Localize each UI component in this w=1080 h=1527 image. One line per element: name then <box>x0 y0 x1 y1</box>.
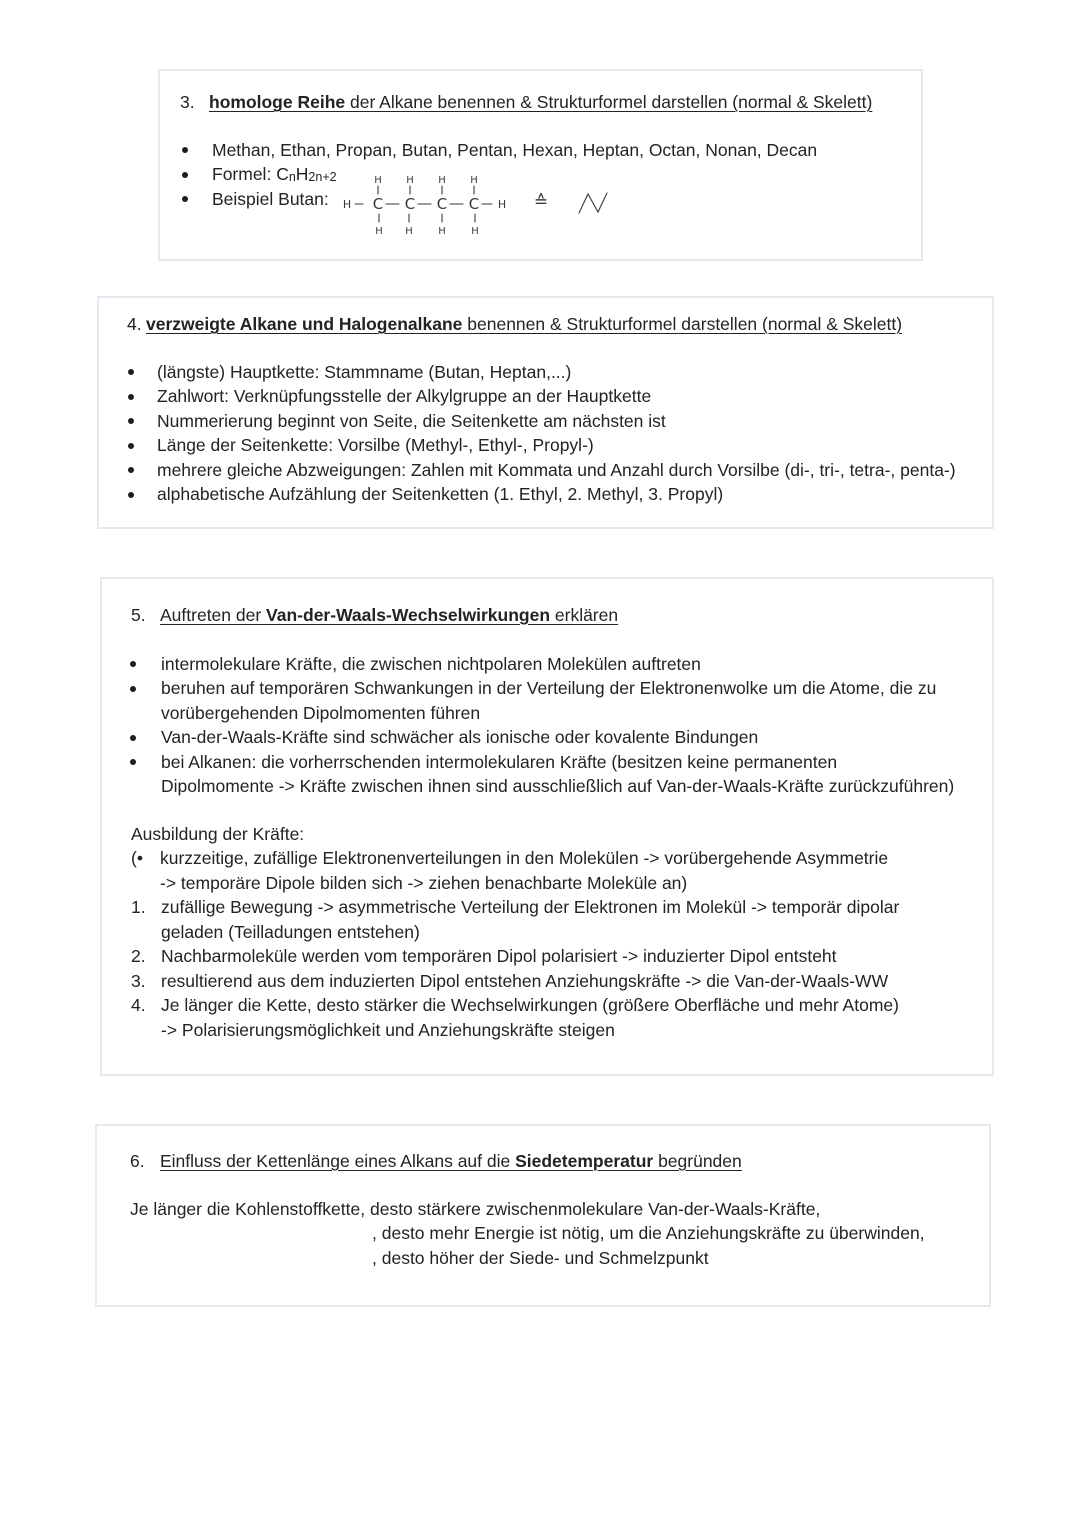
list-item <box>127 384 992 409</box>
list-item <box>127 482 992 507</box>
hydrogen-atom: H <box>406 175 414 186</box>
hydrogen-atom: H <box>405 226 413 237</box>
list-item-text: (längste) Hauptkette: Stammname (Butan, Heptan,...) <box>157 361 572 382</box>
butan-structural-formula <box>335 165 620 240</box>
section-3-title <box>180 90 921 115</box>
formation-aside <box>131 846 992 895</box>
section-6-body <box>130 1197 989 1271</box>
section-title-underlined <box>160 1151 742 1171</box>
formula-carbon-index: n <box>288 170 296 184</box>
section-title-underlined <box>146 314 902 334</box>
list-item-text: Länge der Seitenkette: Vorsilbe (Methyl-, Ethyl-, Propyl-) <box>157 435 594 455</box>
section-title-underlined <box>209 92 872 112</box>
section-number: 3. <box>180 92 195 112</box>
list-item <box>131 725 992 750</box>
bullet-dot <box>130 759 136 765</box>
section-title-underlined <box>160 605 618 625</box>
hydrogen-atom: H <box>438 175 446 186</box>
section-6-card <box>95 1124 991 1307</box>
numbered-item <box>131 993 992 1042</box>
list-item <box>127 360 992 385</box>
section-number: 5. <box>131 604 146 625</box>
section-title-text: benennen & Strukturformel darstellen (normal & Skelett) <box>462 314 903 334</box>
section-4-title <box>127 312 992 337</box>
section-title-text: der Alkane benennen & Strukturformel darstellen (normal & Skelett) <box>345 92 873 112</box>
item-text: Nachbarmoleküle werden vom temporären Dipol polarisiert -> induzierter Dipol entsteht <box>161 946 837 966</box>
example-label: Beispiel Butan: <box>212 188 329 209</box>
body-line: , desto höher der Siede- und Schmelzpunkt <box>372 1247 709 1268</box>
list-item-text: Zahlwort: Verknüpfungsstelle der Alkylgruppe an der Hauptkette <box>157 386 652 406</box>
hydrogen-atom: H <box>375 226 383 237</box>
bullet-dot <box>128 394 134 400</box>
section-5-card <box>100 577 994 1076</box>
item-number: 2. <box>131 946 146 966</box>
numbered-item <box>131 895 992 944</box>
section-title-text: begründen <box>653 1150 742 1171</box>
section-title-text: Einfluss der Kettenlänge eines Alkans auf die <box>160 1150 516 1171</box>
list-item <box>127 409 992 434</box>
list-item-text: bei Alkanen: die vorherrschenden intermolekularen Kräfte (besitzen keine permanenten <box>161 751 838 772</box>
aside-text: -> temporäre Dipole bilden sich -> ziehen benachbarte Moleküle an) <box>160 872 688 893</box>
list-item <box>131 750 992 799</box>
item-number: 3. <box>131 970 146 991</box>
section-title-bold: homologe Reihe <box>209 92 346 112</box>
hydrogen-atom: H <box>471 226 479 237</box>
bullet-list <box>131 652 992 799</box>
aside-prefix: (• <box>131 848 143 868</box>
bullet-dot <box>182 172 188 178</box>
list-item-text: Van-der-Waals-Kräfte sind schwächer als ionische oder kovalente Bindungen <box>161 727 759 747</box>
body-line: , desto mehr Energie ist nötig, um die Anziehungskräfte zu überwinden, <box>372 1223 925 1244</box>
item-text: zufällige Bewegung -> asymmetrische Verteilung der Elektronen im Molekül -> temporär dipolar <box>161 897 900 917</box>
numbered-item <box>131 969 992 994</box>
list-item-text: Dipolmomente -> Kräfte zwischen ihnen sind ausschließlich auf Van-der-Waals-Kräfte zurückzuführen) <box>161 776 955 796</box>
aside-text: kurzzeitige, zufällige Elektronenverteilungen in den Molekülen -> vorübergehende Asymmetrie <box>160 848 889 868</box>
list-item <box>131 652 992 677</box>
carbon-atom: C <box>468 195 480 213</box>
bullet-dot <box>128 369 134 375</box>
list-item-text: vorübergehenden Dipolmomenten führen <box>161 702 481 723</box>
list-item-text: Nummerierung beginnt von Seite, die Seitenkette am nächsten ist <box>157 410 666 431</box>
bullet-dot <box>130 686 136 692</box>
section-title-bold: Van-der-Waals-Wechselwirkungen <box>266 604 551 625</box>
section-number: 6. <box>130 1150 145 1171</box>
body-line: Je länger die Kohlenstoffkette, desto stärkere zwischenmolekulare Van-der-Waals-Kräfte, <box>130 1198 821 1219</box>
bullet-dot <box>130 661 136 667</box>
hydrogen-atom: H <box>470 175 478 186</box>
formula-carbon: C <box>276 164 289 184</box>
formula-hydrogen: H <box>295 164 309 184</box>
section-title-bold: verzweigte Alkane und Halogenalkane <box>146 314 463 334</box>
bullet-list <box>127 360 992 507</box>
hydrogen-atom: H <box>342 198 352 211</box>
alkane-names: Methan, Ethan, Propan, Butan, Pentan, Hexan, Heptan, Octan, Nonan, Decan <box>212 139 818 160</box>
list-item <box>127 433 992 458</box>
list-item-text: mehrere gleiche Abzweigungen: Zahlen mit Kommata und Anzahl durch Vorsilbe (di-, tri-, tetra-, penta-) <box>157 459 956 480</box>
section-title-text: Auftreten der <box>160 604 267 625</box>
section-title-text: erklären <box>550 604 619 625</box>
list-item <box>127 458 992 483</box>
item-text: resultierend aus dem induzierten Dipol entstehen Anziehungskräfte -> die Van-der-Waals-WW <box>161 970 889 991</box>
section-4-card <box>97 296 994 529</box>
carbon-atom: C <box>404 195 416 213</box>
numbered-item <box>131 944 992 969</box>
list-item-text: beruhen auf temporären Schwankungen in der Verteilung der Elektronenwolke um die Atome, die zu <box>161 678 937 698</box>
carbon-atom: C <box>436 195 448 213</box>
hydrogen-atom: H <box>438 226 446 237</box>
section-6-title <box>130 1149 989 1174</box>
item-text: geladen (Teilladungen entstehen) <box>161 921 420 942</box>
item-number: 1. <box>131 897 146 917</box>
formation-heading: Ausbildung der Kräfte: <box>131 823 305 844</box>
equivalent-sign: ≙ <box>533 192 549 212</box>
bullet-dot <box>128 467 134 473</box>
section-3-card <box>158 69 923 261</box>
item-text: -> Polarisierungsmöglichkeit und Anziehungskräfte steigen <box>161 1019 615 1040</box>
item-number: 4. <box>131 995 146 1015</box>
formula-hydrogen-index: 2n+2 <box>308 170 337 184</box>
skeletal-formula-zigzag <box>579 193 607 213</box>
bullet-dot <box>182 147 188 153</box>
bullet-dot <box>128 492 134 498</box>
section-number: 4. <box>127 314 142 334</box>
list-item-text: alphabetische Aufzählung der Seitenketten (1. Ethyl, 2. Methyl, 3. Propyl) <box>157 484 724 504</box>
list-item-text: intermolekulare Kräfte, die zwischen nichtpolaren Molekülen auftreten <box>161 653 701 674</box>
numbered-list <box>131 895 992 1042</box>
list-item <box>131 676 992 725</box>
section-title-bold: Siedetemperatur <box>515 1150 654 1171</box>
hydrogen-atom: H <box>374 175 382 186</box>
section-5-title <box>131 603 992 628</box>
item-text: Je länger die Kette, desto stärker die Wechselwirkungen (größere Oberfläche und mehr Atome) <box>161 995 899 1015</box>
bullet-dot <box>128 418 134 424</box>
hydrogen-atom: H <box>497 198 507 211</box>
carbon-atom: C <box>372 195 384 213</box>
formula-label: Formel: <box>212 164 277 184</box>
bullet-dot <box>128 443 134 449</box>
bullet-dot <box>130 735 136 741</box>
bullet-dot <box>182 196 188 202</box>
list-item <box>180 138 921 163</box>
